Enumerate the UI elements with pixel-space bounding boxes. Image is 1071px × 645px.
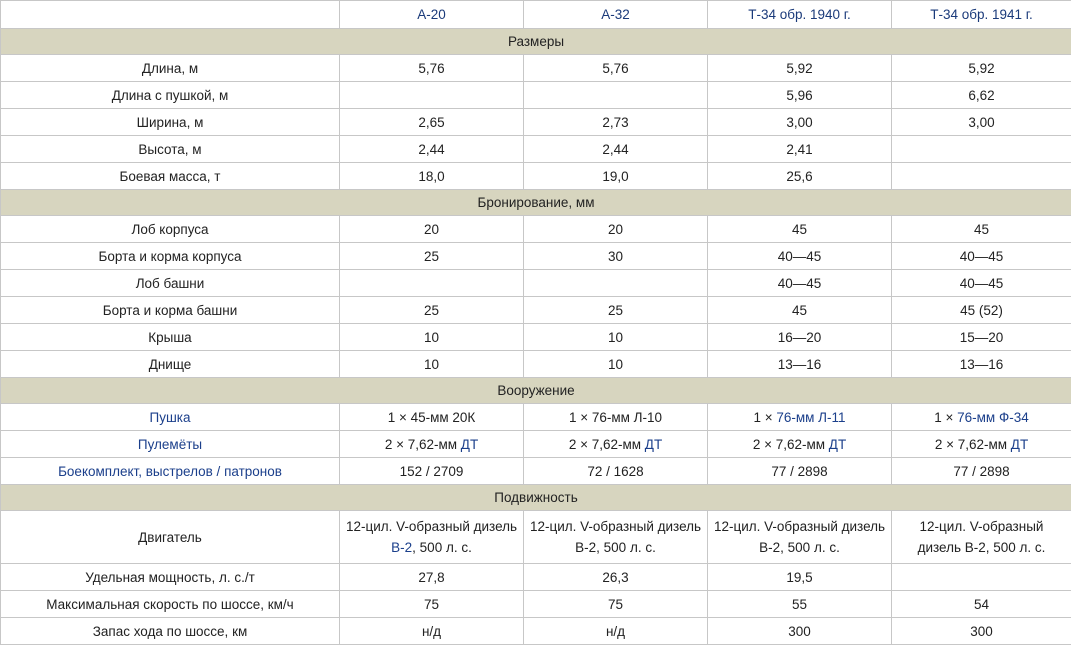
- wiki-link[interactable]: Пушка: [150, 410, 191, 425]
- cell-text: 152 / 2709: [400, 464, 464, 479]
- wiki-link[interactable]: ДТ: [829, 437, 846, 452]
- cell-text: 2 × 7,62-мм: [935, 437, 1011, 452]
- row-label-cell: Крыша: [1, 324, 340, 351]
- cell-text: 2 × 7,62-мм: [753, 437, 829, 452]
- table-row: [1, 270, 1071, 297]
- value-cell: [524, 270, 708, 297]
- value-cell: [892, 136, 1071, 163]
- value-cell: 26,3: [524, 564, 708, 591]
- cell-text: 12-цил. V-образный дизель В-2, 500 л. с.: [530, 519, 701, 555]
- wiki-link[interactable]: В-2: [391, 540, 412, 555]
- value-cell: н/д: [524, 618, 708, 645]
- wiki-link[interactable]: Боекомплект, выстрелов / патронов: [58, 464, 282, 479]
- section-title: Вооружение: [1, 378, 1071, 404]
- value-cell: 2,41: [708, 136, 892, 163]
- row-label-cell: Максимальная скорость по шоссе, км/ч: [1, 591, 340, 618]
- value-cell: 5,92: [892, 55, 1071, 82]
- value-cell: 15—20: [892, 324, 1071, 351]
- value-cell: 10: [340, 324, 524, 351]
- cell-text: 2 × 7,62-мм: [385, 437, 461, 452]
- value-cell: [524, 431, 708, 458]
- value-cell: 55: [708, 591, 892, 618]
- value-cell: [708, 511, 892, 564]
- value-cell: 19,5: [708, 564, 892, 591]
- value-cell: 25: [524, 297, 708, 324]
- table-row: [1, 324, 1071, 351]
- row-label-cell: Лоб корпуса: [1, 216, 340, 243]
- value-cell: 2,65: [340, 109, 524, 136]
- cell-text: 12-цил. V-образный дизель В-2, 500 л. с.: [714, 519, 885, 555]
- value-cell: 2,73: [524, 109, 708, 136]
- row-label-cell: Длина с пушкой, м: [1, 82, 340, 109]
- value-cell: 300: [892, 618, 1071, 645]
- value-cell: [524, 511, 708, 564]
- value-cell: [524, 458, 708, 485]
- wiki-link[interactable]: Пулемёты: [138, 437, 202, 452]
- row-label-cell: Борта и корма башни: [1, 297, 340, 324]
- header-t34-1940: Т-34 обр. 1940 г.: [708, 1, 892, 29]
- table-row: [1, 163, 1071, 190]
- row-label-cell: Борта и корма корпуса: [1, 243, 340, 270]
- row-label-cell: [1, 404, 340, 431]
- table-row: [1, 109, 1071, 136]
- value-cell: 45: [892, 216, 1071, 243]
- cell-text: 12-цил. V-образный дизель В-2, 500 л. с.: [918, 519, 1046, 555]
- value-cell: 10: [524, 351, 708, 378]
- section-header-row: [1, 190, 1071, 216]
- value-cell: 10: [524, 324, 708, 351]
- table-row: [1, 351, 1071, 378]
- cell-text: 1 × 76-мм Л-10: [569, 410, 662, 425]
- value-cell: [892, 431, 1071, 458]
- value-cell: 5,76: [340, 55, 524, 82]
- value-cell: [892, 163, 1071, 190]
- value-cell: 40—45: [892, 270, 1071, 297]
- cell-text: 1 ×: [934, 410, 957, 425]
- wiki-link[interactable]: 76-мм Л-11: [776, 410, 845, 425]
- cell-text: 77 / 2898: [771, 464, 827, 479]
- section-title: Подвижность: [1, 485, 1071, 511]
- value-cell: 300: [708, 618, 892, 645]
- cell-text: 2 × 7,62-мм: [569, 437, 645, 452]
- wiki-link[interactable]: ДТ: [461, 437, 478, 452]
- value-cell: 25: [340, 243, 524, 270]
- value-cell: 5,76: [524, 55, 708, 82]
- value-cell: 20: [524, 216, 708, 243]
- value-cell: 45: [708, 216, 892, 243]
- cell-text: 1 ×: [753, 410, 776, 425]
- table-row: [1, 564, 1071, 591]
- value-cell: 19,0: [524, 163, 708, 190]
- row-label-cell: [1, 511, 340, 564]
- value-cell: [708, 404, 892, 431]
- row-label-cell: Днище: [1, 351, 340, 378]
- value-cell: 40—45: [708, 243, 892, 270]
- value-cell: 75: [340, 591, 524, 618]
- row-label-cell: [1, 458, 340, 485]
- table-row: [1, 431, 1071, 458]
- value-cell: 10: [340, 351, 524, 378]
- row-label-cell: Длина, м: [1, 55, 340, 82]
- value-cell: [340, 82, 524, 109]
- cell-text: 12-цил. V-образный дизель: [346, 519, 517, 534]
- row-label-cell: Боевая масса, т: [1, 163, 340, 190]
- table-row: [1, 458, 1071, 485]
- value-cell: 5,96: [708, 82, 892, 109]
- header-a32: А-32: [524, 1, 708, 29]
- cell-text: 72 / 1628: [587, 464, 643, 479]
- table-row: [1, 618, 1071, 645]
- cell-text: , 500 л. с.: [412, 540, 472, 555]
- wiki-link[interactable]: ДТ: [1011, 437, 1028, 452]
- row-label-cell: Высота, м: [1, 136, 340, 163]
- section-header-row: [1, 378, 1071, 404]
- wiki-link[interactable]: ДТ: [645, 437, 662, 452]
- table-row: [1, 216, 1071, 243]
- value-cell: 13—16: [892, 351, 1071, 378]
- value-cell: 27,8: [340, 564, 524, 591]
- table-row: [1, 243, 1071, 270]
- value-cell: [892, 564, 1071, 591]
- header-a20: А-20: [340, 1, 524, 29]
- row-label-cell: Лоб башни: [1, 270, 340, 297]
- value-cell: 3,00: [892, 109, 1071, 136]
- value-cell: [340, 404, 524, 431]
- table-row: [1, 511, 1071, 564]
- value-cell: 40—45: [708, 270, 892, 297]
- value-cell: [892, 404, 1071, 431]
- table-row: [1, 404, 1071, 431]
- value-cell: [340, 431, 524, 458]
- section-title: Бронирование, мм: [1, 190, 1071, 216]
- table-row: [1, 136, 1071, 163]
- value-cell: [892, 511, 1071, 564]
- value-cell: [892, 458, 1071, 485]
- cell-text: 1 × 45-мм 20К: [388, 410, 476, 425]
- value-cell: 18,0: [340, 163, 524, 190]
- section-header-row: [1, 29, 1071, 55]
- value-cell: [340, 270, 524, 297]
- value-cell: [340, 458, 524, 485]
- value-cell: [524, 82, 708, 109]
- value-cell: [340, 511, 524, 564]
- header-t34-1941: Т-34 обр. 1941 г.: [892, 1, 1071, 29]
- value-cell: 20: [340, 216, 524, 243]
- value-cell: 75: [524, 591, 708, 618]
- cell-text: Двигатель: [138, 530, 202, 545]
- value-cell: 30: [524, 243, 708, 270]
- header-row: [1, 1, 1071, 29]
- value-cell: 25: [340, 297, 524, 324]
- wiki-link[interactable]: 76-мм Ф-34: [957, 410, 1029, 425]
- table-row: [1, 82, 1071, 109]
- row-label-cell: [1, 431, 340, 458]
- row-label-cell: Ширина, м: [1, 109, 340, 136]
- value-cell: 2,44: [340, 136, 524, 163]
- value-cell: 3,00: [708, 109, 892, 136]
- table-row: [1, 297, 1071, 324]
- value-cell: н/д: [340, 618, 524, 645]
- table-body: [1, 1, 1071, 645]
- value-cell: 5,92: [708, 55, 892, 82]
- value-cell: 13—16: [708, 351, 892, 378]
- section-title: Размеры: [1, 29, 1071, 55]
- value-cell: 45 (52): [892, 297, 1071, 324]
- table-row: [1, 55, 1071, 82]
- section-header-row: [1, 485, 1071, 511]
- value-cell: 54: [892, 591, 1071, 618]
- value-cell: [708, 431, 892, 458]
- value-cell: [708, 458, 892, 485]
- cell-text: 77 / 2898: [953, 464, 1009, 479]
- value-cell: 16—20: [708, 324, 892, 351]
- table-row: [1, 591, 1071, 618]
- row-label-cell: Запас хода по шоссе, км: [1, 618, 340, 645]
- row-label-cell: Удельная мощность, л. с./т: [1, 564, 340, 591]
- header-corner-cell: [1, 1, 340, 29]
- value-cell: 6,62: [892, 82, 1071, 109]
- value-cell: 45: [708, 297, 892, 324]
- value-cell: 2,44: [524, 136, 708, 163]
- value-cell: [524, 404, 708, 431]
- value-cell: 40—45: [892, 243, 1071, 270]
- value-cell: 25,6: [708, 163, 892, 190]
